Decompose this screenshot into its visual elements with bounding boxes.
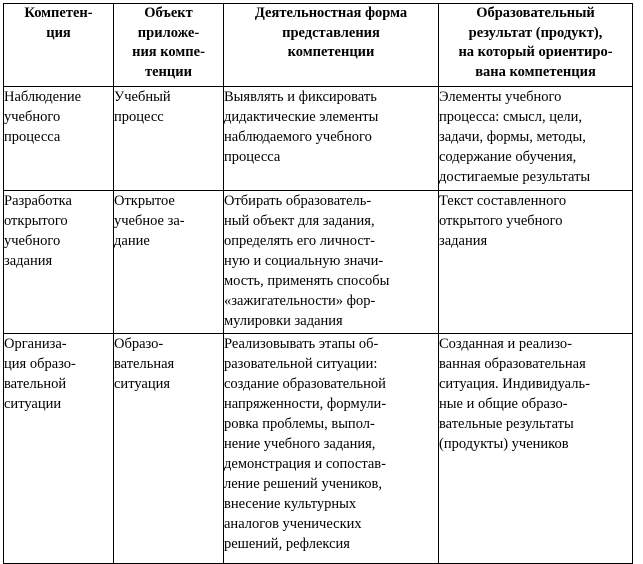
header-line: Деятельностная форма: [254, 5, 408, 21]
text-line: дание: [114, 233, 150, 249]
header-line: компетенции: [287, 44, 375, 60]
table-header-row: [4, 4, 633, 87]
text-line: определять его личност-: [224, 233, 375, 249]
text-line: вательные результаты: [439, 416, 574, 432]
header-line: ния компе-: [132, 44, 205, 60]
table-row: [4, 87, 633, 191]
text-line: Организа-: [4, 336, 67, 352]
text-line: Учебный: [114, 89, 171, 105]
text-line: Открытое: [114, 193, 175, 209]
header-line: Образовательный: [476, 5, 595, 21]
header-line: Объект: [144, 5, 193, 21]
table-body: [4, 87, 633, 564]
text-line: задания: [4, 253, 53, 269]
text-line: Созданная и реализо-: [439, 336, 572, 352]
text-line: процесс: [114, 109, 164, 125]
text-line: ция образо-: [4, 356, 76, 372]
text-line: процесса: [4, 129, 61, 145]
text-line: учебное за-: [114, 213, 185, 229]
text-line: открытого: [4, 213, 68, 229]
text-line: ванная образовательная: [439, 356, 586, 372]
cell-application-object: [114, 334, 224, 564]
text-line: создание образовательной: [224, 376, 386, 392]
column-header-activity-form: [224, 4, 439, 87]
header-line: представления: [282, 24, 380, 41]
column-header-competence: [4, 4, 114, 87]
text-line: внесение культурных: [224, 496, 357, 512]
header-line: ция: [46, 24, 71, 41]
column-header-educational-result: [439, 4, 633, 87]
text-line: нение учебного задания,: [224, 436, 376, 452]
text-line: Образо-: [114, 336, 164, 352]
header-line: вана компетенция: [475, 63, 596, 80]
competence-table: [3, 3, 633, 564]
table-row: [4, 191, 633, 334]
text-line: учебного: [4, 233, 61, 249]
cell-educational-result: [439, 191, 633, 334]
cell-competence: [4, 191, 114, 334]
text-line: задачи, формы, методы,: [439, 129, 586, 145]
text-line: задания: [439, 233, 488, 249]
cell-application-object: [114, 191, 224, 334]
text-line: достигаемые результаты: [439, 169, 591, 185]
cell-application-object: [114, 87, 224, 191]
text-line: учебного: [4, 109, 61, 125]
text-line: решений, рефлексия: [224, 536, 350, 552]
text-line: ные и общие образо-: [439, 396, 568, 412]
text-line: демонстрация и сопостав-: [224, 456, 386, 472]
text-line: Текст составленного: [439, 193, 567, 209]
text-line: мость, применять способы: [224, 273, 390, 289]
header-line: тенции: [145, 63, 192, 80]
text-line: ную и социальную значи-: [224, 253, 384, 269]
table-row: [4, 334, 633, 564]
header-line: приложе-: [137, 24, 200, 41]
cell-competence: [4, 87, 114, 191]
text-line: вательной: [4, 376, 67, 392]
header-line: Компетен-: [24, 5, 93, 21]
text-line: ровка проблемы, выпол-: [224, 416, 375, 432]
header-line: результат (продукт),: [468, 24, 603, 41]
text-line: мулировки задания: [224, 313, 343, 329]
column-header-application-object: [114, 4, 224, 87]
text-line: наблюдаемого учебного: [224, 129, 372, 145]
text-line: Реализовывать этапы об-: [224, 336, 379, 352]
text-line: процесса: смысл, цели,: [439, 109, 583, 125]
text-line: Наблюдение: [4, 89, 82, 105]
text-line: ный объект для задания,: [224, 213, 375, 229]
cell-activity-form: [224, 334, 439, 564]
cell-activity-form: [224, 191, 439, 334]
text-line: ситуация. Индивидуаль-: [439, 376, 590, 392]
text-line: аналогов ученических: [224, 516, 362, 532]
text-line: разовательной ситуации:: [224, 356, 378, 372]
text-line: Элементы учебного: [439, 89, 562, 105]
text-line: напряженности, формули-: [224, 396, 387, 412]
cell-educational-result: [439, 334, 633, 564]
cell-educational-result: [439, 87, 633, 191]
text-line: ситуации: [4, 396, 62, 412]
text-line: содержание обучения,: [439, 149, 577, 165]
text-line: процесса: [224, 149, 281, 165]
text-line: (продукты) учеников: [439, 436, 569, 452]
text-line: «зажигательности» фор-: [224, 293, 376, 309]
text-line: открытого учебного: [439, 213, 563, 229]
cell-activity-form: [224, 87, 439, 191]
text-line: Выявлять и фиксировать: [224, 89, 377, 105]
text-line: ситуация: [114, 376, 171, 392]
text-line: Отбирать образователь-: [224, 193, 372, 209]
cell-competence: [4, 334, 114, 564]
text-line: ление решений учеников,: [224, 476, 382, 492]
header-line: на который ориентиро-: [458, 44, 613, 60]
text-line: дидактические элементы: [224, 109, 379, 125]
text-line: вательная: [114, 356, 175, 372]
text-line: Разработка: [4, 193, 72, 209]
table-header: [4, 4, 633, 87]
